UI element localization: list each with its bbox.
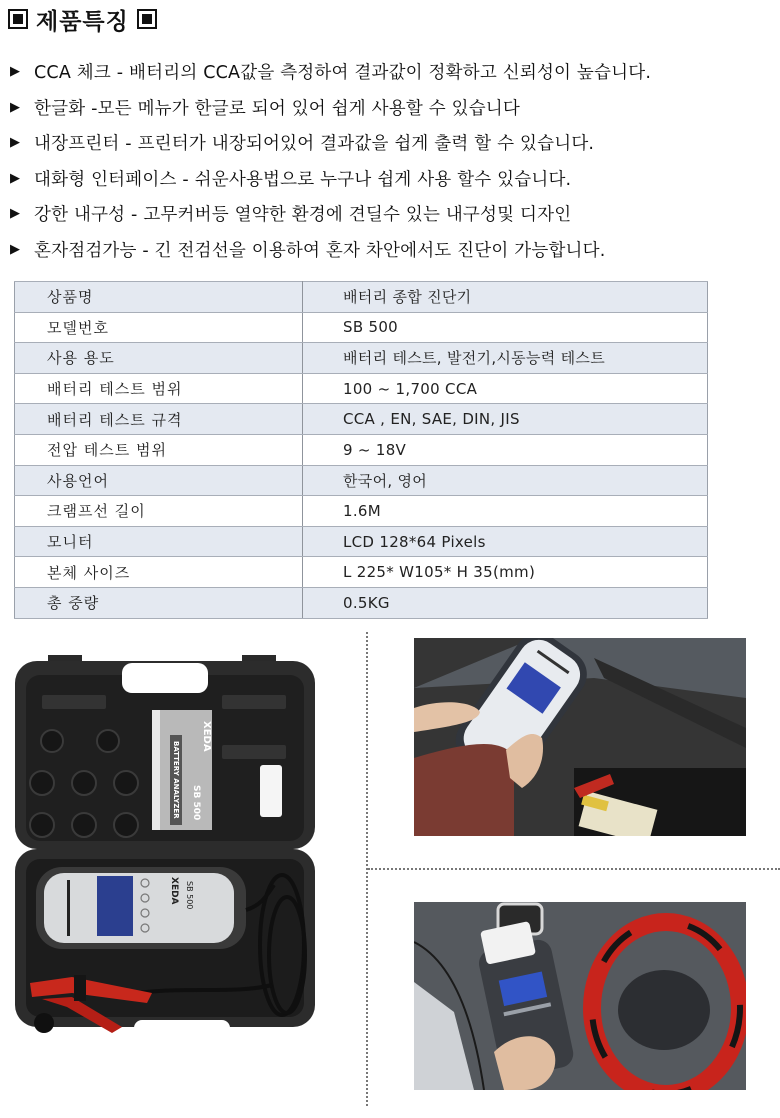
spec-label: 상품명 — [15, 282, 303, 313]
car-interior-photo — [414, 902, 746, 1090]
triangle-bullet-icon: ▶ — [10, 64, 21, 80]
section-title — [8, 4, 157, 34]
triangle-bullet-icon: ▶ — [10, 170, 21, 186]
car-interior-image — [414, 902, 746, 1090]
table-row — [15, 587, 708, 618]
table-row — [15, 373, 708, 404]
table-row — [15, 465, 708, 496]
spec-label: 총 중량 — [15, 587, 303, 618]
spec-value: 배터리 테스트, 발전기,시동능력 테스트 — [303, 343, 708, 374]
feature-text: 강한 내구성 - 고무커버등 열약한 환경에 견딜수 있는 내구성및 디자인 — [34, 205, 572, 226]
spec-label: 모니터 — [15, 526, 303, 557]
triangle-bullet-icon: ▶ — [10, 99, 21, 115]
spec-value: 0.5KG — [303, 587, 708, 618]
spec-value: LCD 128*64 Pixels — [303, 526, 708, 557]
spec-label: 배터리 테스트 범위 — [15, 373, 303, 404]
table-row — [15, 312, 708, 343]
engine-bay-image — [414, 638, 746, 836]
device-model-text: SB 500 — [185, 881, 194, 910]
spec-value: 배터리 종합 진단기 — [303, 282, 708, 313]
spec-value: 1.6M — [303, 496, 708, 527]
spec-value: 100 ~ 1,700 CCA — [303, 373, 708, 404]
model-text: SB 500 — [191, 785, 201, 821]
spec-label: 사용 용도 — [15, 343, 303, 374]
spec-value: 한국어, 영어 — [303, 465, 708, 496]
spec-label: 크램프선 길이 — [15, 496, 303, 527]
spec-value: CCA , EN, SAE, DIN, JIS — [303, 404, 708, 435]
spec-label: 사용언어 — [15, 465, 303, 496]
feature-text: 내장프린터 - 프린터가 내장되어있어 결과값을 쉽게 출력 할 수 있습니다. — [34, 134, 595, 155]
feature-item — [10, 196, 770, 232]
carrying-case-image — [12, 655, 318, 1040]
feature-text: 혼자점검가능 - 긴 전검선을 이용하여 혼자 차안에서도 진단이 가능합니다. — [34, 240, 606, 261]
spec-label: 전압 테스트 범위 — [15, 434, 303, 465]
section-title-text: 제품특징 — [36, 8, 129, 35]
device-brand-text: XEDA — [169, 877, 179, 905]
table-row — [15, 282, 708, 313]
divider-horizontal — [368, 868, 780, 870]
table-row — [15, 557, 708, 588]
feature-item — [10, 125, 770, 161]
spec-label: 본체 사이즈 — [15, 557, 303, 588]
brand-logo-text: XEDA — [201, 721, 212, 752]
triangle-bullet-icon: ▶ — [10, 241, 21, 257]
engine-bay-photo — [414, 638, 746, 836]
product-line-text: BATTERY ANALYZER — [172, 741, 180, 819]
feature-item — [10, 232, 770, 268]
feature-text: 한글화 -모든 메뉴가 한글로 되어 있어 쉽게 사용할 수 있습니다 — [34, 98, 521, 119]
spec-value: 9 ~ 18V — [303, 434, 708, 465]
table-row — [15, 404, 708, 435]
triangle-bullet-icon: ▶ — [10, 135, 21, 151]
feature-text: 대화형 인터페이스 - 쉬운사용법으로 누구나 쉽게 사용 할수 있습니다. — [34, 169, 572, 190]
feature-item — [10, 161, 770, 197]
spec-table — [14, 281, 708, 619]
table-row — [15, 434, 708, 465]
spec-value: L 225* W105* H 35(mm) — [303, 557, 708, 588]
feature-item — [10, 90, 770, 126]
table-row — [15, 343, 708, 374]
spec-label: 모델번호 — [15, 312, 303, 343]
triangle-bullet-icon: ▶ — [10, 206, 21, 222]
square-marker-icon — [137, 9, 157, 29]
feature-text: CCA 체크 - 배터리의 CCA값을 측정하여 결과값이 정확하고 신뢰성이 높습니다. — [34, 63, 652, 84]
spec-value: SB 500 — [303, 312, 708, 343]
feature-item — [10, 54, 770, 90]
square-marker-icon — [8, 9, 28, 29]
product-case-photo — [12, 655, 318, 1040]
table-row — [15, 496, 708, 527]
table-row — [15, 526, 708, 557]
feature-list — [10, 54, 770, 267]
spec-label: 배터리 테스트 규격 — [15, 404, 303, 435]
